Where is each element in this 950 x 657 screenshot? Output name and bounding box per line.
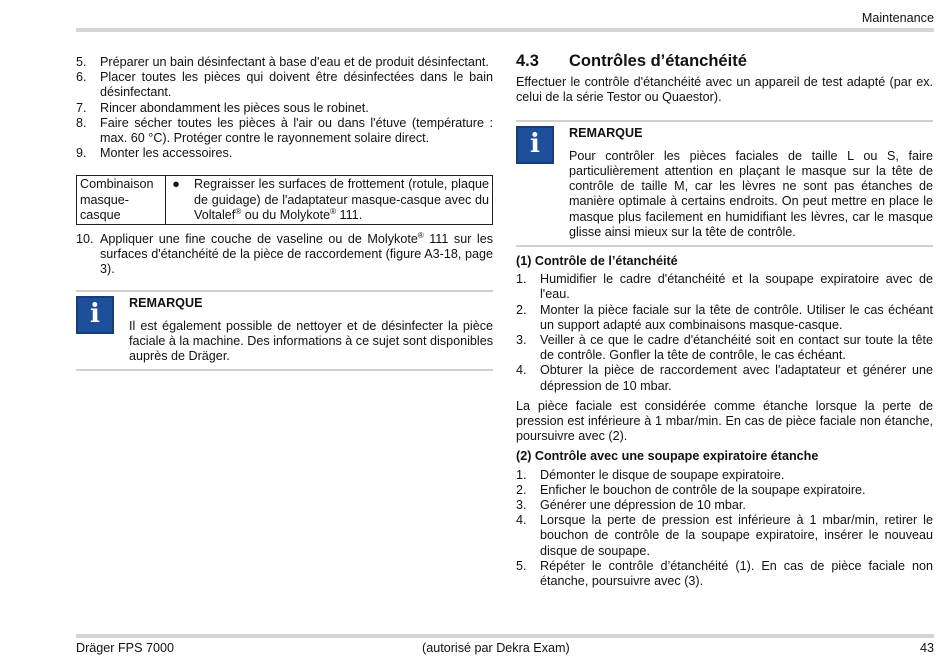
info-icon: i xyxy=(516,126,554,164)
note-bottom-divider xyxy=(76,369,493,371)
right-note xyxy=(516,126,933,240)
list-item: 7. Rincer abondamment les pièces sous le robinet. xyxy=(76,100,369,115)
footer-approval: (autorisé par Dekra Exam) xyxy=(422,641,570,655)
combination-table xyxy=(76,175,493,225)
note-bottom-divider xyxy=(516,245,933,247)
list-item: 2. Enficher le bouchon de contrôle de la soupape expiratoire. xyxy=(516,482,866,497)
section-heading xyxy=(516,54,933,69)
note-top-divider xyxy=(516,120,933,122)
list-item: 2. Monter la pièce faciale sur la tête de contrôle. Utiliser le cas échéant un support adapté aux combinaisons masque-casque. xyxy=(516,302,933,332)
list-item: 6. Placer toutes les pièces qui doivent être désinfectées dans le bain désinfectant. xyxy=(76,70,493,100)
section-number: 4.3 xyxy=(516,52,539,70)
bullet-icon: ● xyxy=(166,176,187,225)
section-intro: Effectuer le contrôle d'étanchéité avec un appareil de test adapté (par ex. celui de la série Testor ou Quaestor). xyxy=(516,75,933,105)
step-10-list xyxy=(76,232,493,278)
footer-rule xyxy=(76,634,934,638)
note-top-divider xyxy=(76,290,493,292)
footer-product: Dräger FPS 7000 xyxy=(76,641,175,655)
left-column xyxy=(76,55,493,371)
list-item: 8. Faire sécher toutes les pièces à l'air ou dans l'étuve (température : max. 60 °C). Protéger contre le rayonnement solaire direct. xyxy=(76,115,493,146)
note-title: REMARQUE xyxy=(569,125,643,140)
list-item: 3. Veiller à ce que le cadre d'étanchéité soit en contact sur toute la tête de contrôle. Gonfler la tête de contrôle, le cas échéant. xyxy=(516,333,933,363)
cleaning-steps-list xyxy=(76,55,493,161)
header-section-label: Maintenance xyxy=(861,11,934,25)
list-item: 1. Démonter le disque de soupape expiratoire. xyxy=(516,467,785,482)
list-item: 5. Répéter le contrôle d’étanchéité (1). En cas de pièce faciale non étanche, poursuivre avec (3). xyxy=(516,558,933,589)
section-title: Contrôles d’étanchéité xyxy=(569,52,747,70)
info-icon: i xyxy=(76,296,114,334)
right-column xyxy=(516,54,933,589)
table-text-cell: Regraisser les surfaces de frottement (rotule, plaque de guidage) de l'adaptateur masque-casque avec du Voltalef® ou du Molykote® 111. xyxy=(186,176,493,225)
note-text: Il est également possible de nettoyer et de désinfecter la pièce faciale à la machine. Des informations à ce sujet sont disponibles auprès de Dräger. xyxy=(129,318,494,364)
list-item: 10. Appliquer une fine couche de vaseline ou de Molykote® 111 sur les surfaces d'étanchéité de la pièce de raccordement (figure A3-18, page 3). xyxy=(76,230,493,277)
list-item: 4. Lorsque la perte de pression est inférieure à 1 mbar/min, retirer le bouchon de contrôle de la soupape expiratoire, insérer le nouveau disque de soupape. xyxy=(516,513,933,558)
table-row xyxy=(77,176,493,225)
list-item: 3. Générer une dépression de 10 mbar. xyxy=(516,498,746,513)
list-item: 9. Monter les accessoires. xyxy=(76,146,233,161)
list-item: 4. Obturer la pièce de raccordement avec l'adaptateur et générer une dépression de 10 mbar. xyxy=(516,363,933,393)
left-note xyxy=(76,296,493,365)
check2-steps-list xyxy=(516,468,933,590)
list-item: 1. Humidifier le cadre d'étanchéité et la soupape expiratoire avec de l'eau. xyxy=(516,272,933,302)
table-label-cell: Combinaison masque-casque xyxy=(77,176,166,225)
check2-title: (2) Contrôle avec une soupape expiratoire étanche xyxy=(516,449,819,464)
note-text: Pour contrôler les pièces faciales de taille L ou S, faire particulièrement attention en plaçant le masque sur la tête de contrôle de taille M, car les lèvres ne sont pas étanches de manière optimale à certains endroits. On peut mettre en place le masque plus facilement en humidifiant les lèvres, car le masque glisse ainsi mieux sur la tête de contrôle. xyxy=(569,148,933,239)
check1-result: La pièce faciale est considérée comme étanche lorsque la perte de pression est inférieure à 1 mbar/min. En cas de pièce faciale non étanche, poursuivre avec (2). xyxy=(516,398,933,444)
note-title: REMARQUE xyxy=(129,295,203,310)
check1-steps-list xyxy=(516,272,933,394)
header-rule xyxy=(76,28,934,32)
list-item: 5. Préparer un bain désinfectant à base d'eau et de produit désinfectant. xyxy=(76,55,489,69)
page-number: 43 xyxy=(919,641,934,655)
check1-title: (1) Contrôle de l’étanchéité xyxy=(516,254,678,269)
